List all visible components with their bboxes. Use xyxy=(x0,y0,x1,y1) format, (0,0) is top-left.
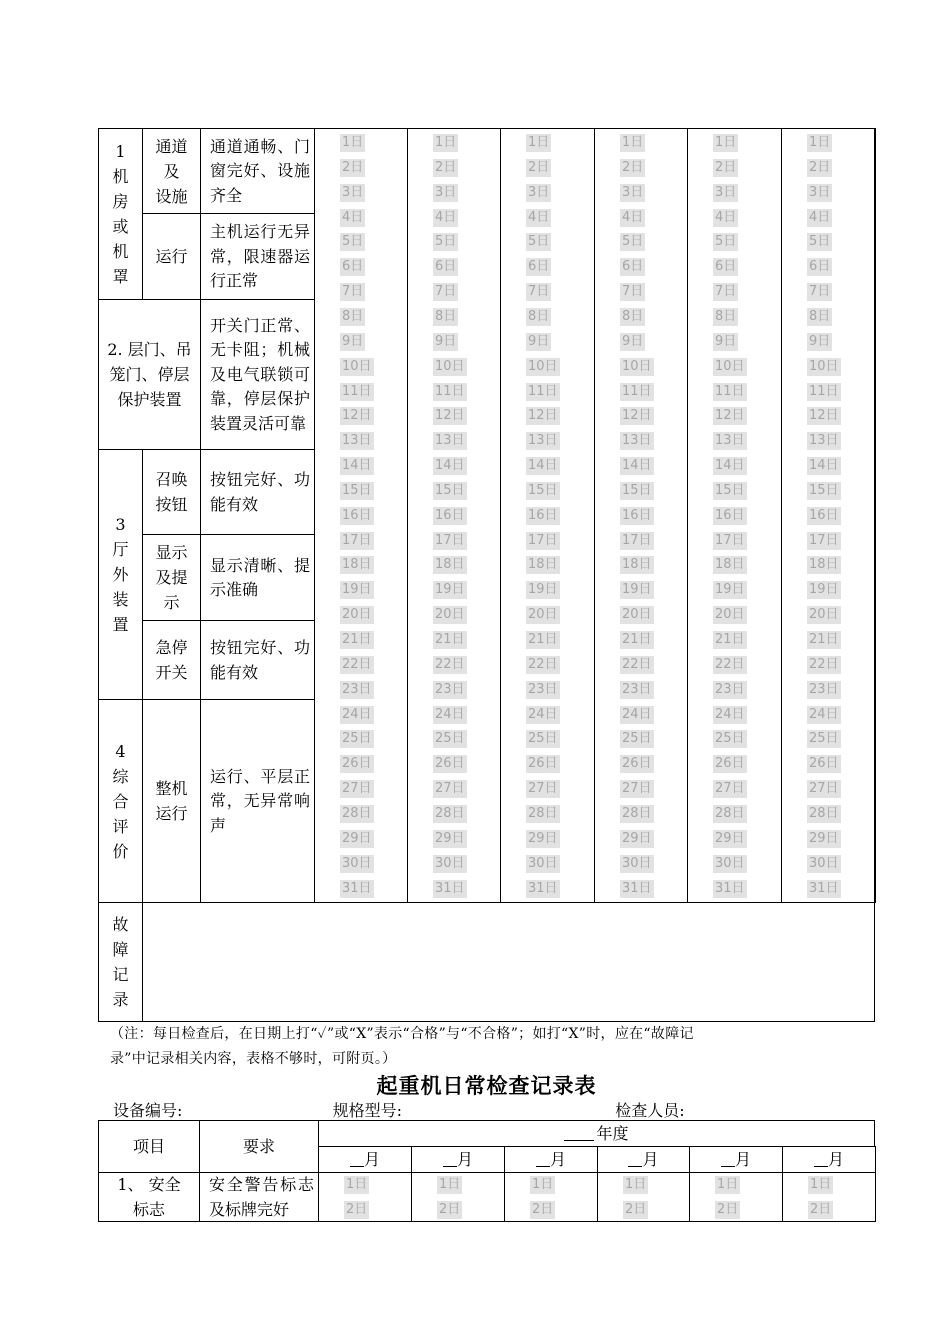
day-checkbox[interactable]: 27日 xyxy=(809,781,839,797)
day-checkbox[interactable]: 20日 xyxy=(342,607,372,623)
day-checkbox[interactable]: 20日 xyxy=(435,607,465,623)
month-label: 月 xyxy=(734,1150,751,1169)
month-column-6 xyxy=(781,128,876,903)
day-checkbox[interactable]: 21日 xyxy=(622,632,652,647)
day-checkbox[interactable]: 8日 xyxy=(715,308,737,324)
day-checkbox[interactable]: 10日 xyxy=(715,358,745,374)
month-field[interactable] xyxy=(536,1152,550,1167)
form-title: 起重机日常检查记录表 xyxy=(376,1073,597,1098)
day-checkbox[interactable]: 18日 xyxy=(342,557,372,573)
requirement-emergency-stop: 按钮完好、功能有效 xyxy=(200,620,315,700)
day-checkbox[interactable]: 1日 xyxy=(715,135,737,150)
day-checkbox[interactable]: 1日 xyxy=(528,135,550,150)
day-checkbox[interactable]: 17日 xyxy=(809,532,839,548)
day-checkbox[interactable]: 2日 xyxy=(342,159,364,175)
day-checkbox[interactable]: 20日 xyxy=(715,607,745,623)
day-checkbox[interactable]: 1日 xyxy=(717,1177,739,1192)
day-checkbox[interactable]: 11日 xyxy=(435,383,465,399)
day-checkbox[interactable]: 22日 xyxy=(622,656,652,672)
day-checkbox[interactable]: 17日 xyxy=(715,532,745,548)
day-checkbox[interactable]: 30日 xyxy=(435,855,465,871)
day-checkbox[interactable]: 17日 xyxy=(622,532,652,548)
requirement-landing-door: 开关门正常、无卡阻；机械及电气联锁可靠，停层保护装置灵活可靠 xyxy=(200,299,315,450)
day-checkbox[interactable]: 13日 xyxy=(715,433,745,449)
category-label: 3 厅 外 装 置 xyxy=(112,515,129,634)
day-checkbox[interactable]: 5日 xyxy=(342,234,364,250)
day-checkbox[interactable]: 31日 xyxy=(435,880,465,896)
day-checkbox[interactable]: 16日 xyxy=(435,507,465,523)
instruction-note xyxy=(110,1022,870,1072)
day-checkbox[interactable]: 24日 xyxy=(622,706,652,722)
day-checkbox[interactable]: 1日 xyxy=(809,135,831,150)
day-checkbox[interactable]: 5日 xyxy=(435,234,457,250)
day-checkbox[interactable]: 16日 xyxy=(715,507,745,523)
day-checkbox[interactable]: 22日 xyxy=(809,656,839,672)
month-column-2 xyxy=(407,128,501,903)
day-checkbox[interactable]: 2日 xyxy=(625,1201,647,1217)
day-checkbox[interactable]: 2日 xyxy=(435,159,457,175)
day-checkbox[interactable]: 9日 xyxy=(528,333,550,349)
day-checkbox[interactable]: 7日 xyxy=(528,284,550,300)
day-checkbox[interactable]: 7日 xyxy=(342,284,364,300)
month-field[interactable] xyxy=(721,1152,735,1167)
day-checkbox[interactable]: 9日 xyxy=(809,333,831,349)
day-checkbox[interactable]: 14日 xyxy=(528,458,558,474)
month-label: 月 xyxy=(642,1150,659,1169)
day-checkbox[interactable]: 31日 xyxy=(715,880,745,896)
day-checkbox[interactable]: 27日 xyxy=(622,781,652,797)
day-checkbox[interactable]: 31日 xyxy=(528,880,558,896)
bottom-month-column-5 xyxy=(689,1172,783,1222)
bottom-month-column-1 xyxy=(318,1172,412,1222)
day-checkbox[interactable]: 14日 xyxy=(715,458,745,474)
day-checkbox[interactable]: 10日 xyxy=(342,358,372,374)
day-checkbox[interactable]: 15日 xyxy=(809,482,839,498)
day-checkbox[interactable]: 10日 xyxy=(809,358,839,374)
year-label: 年度 xyxy=(596,1124,629,1143)
day-checkbox[interactable]: 28日 xyxy=(809,805,839,821)
day-checkbox[interactable]: 29日 xyxy=(435,830,465,846)
item-label: 1、 安全 标志 xyxy=(117,1175,181,1219)
day-checkbox[interactable]: 6日 xyxy=(342,259,364,275)
day-checkbox[interactable]: 30日 xyxy=(342,855,372,871)
day-checkbox[interactable]: 20日 xyxy=(528,607,558,623)
day-checkbox[interactable]: 28日 xyxy=(435,805,465,821)
day-checkbox[interactable]: 18日 xyxy=(622,557,652,573)
month-column-1 xyxy=(314,128,408,903)
item-label: 显示 及提 示 xyxy=(155,543,188,612)
bottom-month-column-6 xyxy=(782,1172,876,1222)
day-checkbox[interactable]: 2日 xyxy=(809,159,831,175)
category-machine-room xyxy=(98,128,143,300)
day-checkbox[interactable]: 9日 xyxy=(435,333,457,349)
day-checkbox[interactable]: 18日 xyxy=(528,557,558,573)
row-item-safety-sign xyxy=(98,1172,200,1222)
day-checkbox[interactable]: 7日 xyxy=(715,284,737,300)
day-checkbox[interactable]: 4日 xyxy=(435,209,457,225)
day-checkbox[interactable]: 31日 xyxy=(622,880,652,896)
day-checkbox[interactable]: 22日 xyxy=(715,656,745,672)
item-passage xyxy=(142,128,201,214)
day-checkbox[interactable]: 25日 xyxy=(342,731,372,747)
day-checkbox[interactable]: 5日 xyxy=(622,234,644,250)
day-checkbox[interactable]: 30日 xyxy=(528,855,558,871)
day-checkbox[interactable]: 13日 xyxy=(809,433,839,449)
month-label: 月 xyxy=(456,1150,473,1169)
year-header xyxy=(318,1120,875,1147)
day-checkbox[interactable]: 12日 xyxy=(342,408,372,424)
day-checkbox[interactable]: 7日 xyxy=(622,284,644,300)
day-checkbox[interactable]: 21日 xyxy=(528,632,558,647)
day-checkbox[interactable]: 2日 xyxy=(810,1201,832,1217)
day-checkbox[interactable]: 12日 xyxy=(622,408,652,424)
day-checkbox[interactable]: 26日 xyxy=(528,756,558,772)
day-checkbox[interactable]: 14日 xyxy=(622,458,652,474)
day-checkbox[interactable]: 16日 xyxy=(809,507,839,523)
day-checkbox[interactable]: 19日 xyxy=(809,582,839,598)
day-checkbox[interactable]: 27日 xyxy=(435,781,465,797)
note-line-2: 录”中记录相关内容，表格不够时，可附页。） xyxy=(110,1051,397,1067)
fault-record-field[interactable] xyxy=(142,902,875,1022)
day-checkbox[interactable]: 19日 xyxy=(342,582,372,598)
day-checkbox[interactable]: 13日 xyxy=(622,433,652,449)
category-label: 1 机 房 或 机 罩 xyxy=(112,142,129,286)
bottom-month-column-3 xyxy=(504,1172,598,1222)
day-checkbox[interactable]: 3日 xyxy=(435,184,457,200)
day-checkbox[interactable]: 22日 xyxy=(435,656,465,672)
day-checkbox[interactable]: 30日 xyxy=(622,855,652,871)
day-checkbox[interactable]: 11日 xyxy=(342,383,372,399)
day-checkbox[interactable]: 5日 xyxy=(528,234,550,250)
month-header-4 xyxy=(597,1146,690,1173)
day-checkbox[interactable]: 25日 xyxy=(809,731,839,747)
item-label: 运行 xyxy=(155,247,188,266)
day-checkbox[interactable]: 28日 xyxy=(342,805,372,821)
day-checkbox[interactable]: 19日 xyxy=(435,582,465,598)
day-checkbox[interactable]: 26日 xyxy=(809,756,839,772)
day-checkbox[interactable]: 25日 xyxy=(715,731,745,747)
requirement-whole-machine: 运行、平层正常，无异常响声 xyxy=(200,699,315,903)
day-checkbox[interactable]: 6日 xyxy=(528,259,550,275)
day-checkbox[interactable]: 14日 xyxy=(435,458,465,474)
month-column-4 xyxy=(594,128,688,903)
day-checkbox[interactable]: 5日 xyxy=(809,234,831,250)
day-checkbox[interactable]: 9日 xyxy=(342,333,364,349)
day-checkbox[interactable]: 29日 xyxy=(622,830,652,846)
day-checkbox[interactable]: 17日 xyxy=(528,532,558,548)
requirement-call-button: 按钮完好、功能有效 xyxy=(200,449,315,535)
item-label: 急停 开关 xyxy=(155,638,188,682)
day-checkbox[interactable]: 31日 xyxy=(342,880,372,896)
day-checkbox[interactable]: 28日 xyxy=(715,805,745,821)
day-checkbox[interactable]: 2日 xyxy=(622,159,644,175)
form-header-fields xyxy=(113,1098,815,1121)
day-checkbox[interactable]: 27日 xyxy=(715,781,745,797)
day-checkbox[interactable]: 30日 xyxy=(715,855,745,871)
day-checkbox[interactable]: 14日 xyxy=(809,458,839,474)
day-checkbox[interactable]: 16日 xyxy=(622,507,652,523)
day-checkbox[interactable]: 13日 xyxy=(528,433,558,449)
day-checkbox[interactable]: 2日 xyxy=(439,1201,461,1217)
day-checkbox[interactable]: 23日 xyxy=(528,681,558,697)
day-checkbox[interactable]: 27日 xyxy=(528,781,558,797)
day-checkbox[interactable]: 10日 xyxy=(622,358,652,374)
day-checkbox[interactable]: 27日 xyxy=(342,781,372,797)
day-checkbox[interactable]: 1日 xyxy=(346,1177,368,1192)
day-checkbox[interactable]: 28日 xyxy=(528,805,558,821)
day-checkbox[interactable]: 21日 xyxy=(435,632,465,647)
item-label: 整机 运行 xyxy=(155,779,188,823)
month-header-3 xyxy=(504,1146,598,1173)
day-checkbox[interactable]: 2日 xyxy=(528,159,550,175)
day-checkbox[interactable]: 17日 xyxy=(342,532,372,548)
day-checkbox[interactable]: 19日 xyxy=(528,582,558,598)
day-checkbox[interactable]: 26日 xyxy=(435,756,465,772)
day-checkbox[interactable]: 23日 xyxy=(809,681,839,697)
day-checkbox[interactable]: 2日 xyxy=(532,1201,554,1217)
month-header-5 xyxy=(689,1146,783,1173)
day-checkbox[interactable]: 3日 xyxy=(715,184,737,200)
day-checkbox[interactable]: 11日 xyxy=(715,383,745,399)
day-checkbox[interactable]: 29日 xyxy=(809,830,839,846)
day-checkbox[interactable]: 8日 xyxy=(528,308,550,324)
month-label: 月 xyxy=(363,1150,380,1169)
item-call-button xyxy=(142,449,201,535)
day-checkbox[interactable]: 11日 xyxy=(528,383,558,399)
col-req-header: 要求 xyxy=(199,1120,319,1173)
day-checkbox[interactable]: 26日 xyxy=(342,756,372,772)
item-operation xyxy=(142,213,201,300)
day-checkbox[interactable]: 9日 xyxy=(715,333,737,349)
day-checkbox[interactable]: 24日 xyxy=(435,706,465,722)
day-checkbox[interactable]: 21日 xyxy=(342,632,372,647)
inspector-label: 检查人员: xyxy=(615,1101,685,1120)
month-field[interactable] xyxy=(350,1152,364,1167)
note-line-1: （注：每日检查后，在日期上打“✓”或“X”表示“合格”与“不合格”；如打“X”时，应在“故障记 xyxy=(110,1026,694,1042)
day-checkbox[interactable]: 3日 xyxy=(809,184,831,200)
day-checkbox[interactable]: 28日 xyxy=(622,805,652,821)
inspector-field[interactable] xyxy=(710,1104,815,1121)
day-checkbox[interactable]: 1日 xyxy=(625,1177,647,1192)
day-checkbox[interactable]: 8日 xyxy=(809,308,831,324)
row-req-safety-sign: 安全警告标志及标牌完好 xyxy=(199,1172,319,1222)
day-checkbox[interactable]: 10日 xyxy=(528,358,558,374)
day-checkbox[interactable]: 24日 xyxy=(528,706,558,722)
day-checkbox[interactable]: 3日 xyxy=(342,184,364,200)
day-checkbox[interactable]: 4日 xyxy=(715,209,737,225)
month-header-6 xyxy=(782,1146,876,1173)
day-checkbox[interactable]: 8日 xyxy=(622,308,644,324)
month-field[interactable] xyxy=(443,1152,457,1167)
category-overall xyxy=(98,699,143,903)
day-checkbox[interactable]: 24日 xyxy=(342,706,372,722)
day-checkbox[interactable]: 25日 xyxy=(435,731,465,747)
day-checkbox[interactable]: 6日 xyxy=(809,259,831,275)
day-checkbox[interactable]: 3日 xyxy=(528,184,550,200)
day-checkbox[interactable]: 19日 xyxy=(715,582,745,598)
day-checkbox[interactable]: 21日 xyxy=(715,632,745,647)
day-checkbox[interactable]: 14日 xyxy=(342,458,372,474)
requirement-passage: 通道通畅、门窗完好、设施齐全 xyxy=(200,128,315,214)
day-checkbox[interactable]: 2日 xyxy=(346,1201,368,1217)
month-label: 月 xyxy=(827,1150,844,1169)
day-checkbox[interactable]: 4日 xyxy=(622,209,644,225)
day-checkbox[interactable]: 15日 xyxy=(435,482,465,498)
day-checkbox[interactable]: 8日 xyxy=(342,308,364,324)
day-checkbox[interactable]: 23日 xyxy=(435,681,465,697)
day-checkbox[interactable]: 4日 xyxy=(528,209,550,225)
day-checkbox[interactable]: 1日 xyxy=(342,135,364,150)
day-checkbox[interactable]: 9日 xyxy=(622,333,644,349)
day-checkbox[interactable]: 23日 xyxy=(622,681,652,697)
day-checkbox[interactable]: 24日 xyxy=(809,706,839,722)
day-checkbox[interactable]: 17日 xyxy=(435,532,465,548)
day-checkbox[interactable]: 12日 xyxy=(528,408,558,424)
day-checkbox[interactable]: 8日 xyxy=(435,308,457,324)
category-landing-door: 2. 层门、吊笼门、停层保护装置 xyxy=(98,299,201,450)
day-checkbox[interactable]: 29日 xyxy=(715,830,745,846)
day-checkbox[interactable]: 4日 xyxy=(342,209,364,225)
model-field[interactable] xyxy=(419,1104,582,1121)
model-label: 规格型号: xyxy=(332,1101,402,1120)
fault-label-text: 故 障 记 录 xyxy=(112,915,129,1009)
day-checkbox[interactable]: 7日 xyxy=(435,284,457,300)
day-checkbox[interactable]: 12日 xyxy=(809,408,839,424)
item-display xyxy=(142,534,201,621)
device-no-label: 设备编号: xyxy=(113,1101,183,1120)
category-label: 4 综 合 评 价 xyxy=(112,741,129,861)
day-checkbox[interactable]: 16日 xyxy=(528,507,558,523)
day-checkbox[interactable]: 16日 xyxy=(342,507,372,523)
day-checkbox[interactable]: 1日 xyxy=(439,1177,461,1192)
day-checkbox[interactable]: 12日 xyxy=(435,408,465,424)
day-checkbox[interactable]: 13日 xyxy=(435,433,465,449)
day-checkbox[interactable]: 29日 xyxy=(528,830,558,846)
day-checkbox[interactable]: 22日 xyxy=(342,656,372,672)
day-checkbox[interactable]: 2日 xyxy=(715,159,737,175)
day-checkbox[interactable]: 20日 xyxy=(809,607,839,623)
item-label: 通道 及 设施 xyxy=(155,136,188,206)
day-checkbox[interactable]: 1日 xyxy=(622,135,644,150)
col-item-header: 项目 xyxy=(98,1120,200,1173)
month-field[interactable] xyxy=(814,1152,828,1167)
day-checkbox[interactable]: 18日 xyxy=(809,557,839,573)
day-checkbox[interactable]: 1日 xyxy=(810,1177,832,1192)
requirement-operation: 主机运行无异常，限速器运行正常 xyxy=(200,213,315,300)
day-checkbox[interactable]: 4日 xyxy=(809,209,831,225)
day-checkbox[interactable]: 18日 xyxy=(435,557,465,573)
day-checkbox[interactable]: 18日 xyxy=(715,557,745,573)
category-hall-devices xyxy=(98,449,143,700)
month-column-3 xyxy=(500,128,595,903)
day-checkbox[interactable]: 6日 xyxy=(622,259,644,275)
requirement-display: 显示清晰、提示准确 xyxy=(200,534,315,621)
day-checkbox[interactable]: 29日 xyxy=(342,830,372,846)
year-field[interactable] xyxy=(564,1126,594,1141)
item-whole-machine xyxy=(142,699,201,903)
bottom-month-column-2 xyxy=(411,1172,505,1222)
day-checkbox[interactable]: 30日 xyxy=(809,855,839,871)
day-checkbox[interactable]: 31日 xyxy=(809,880,839,896)
item-emergency-stop xyxy=(142,620,201,700)
day-checkbox[interactable]: 11日 xyxy=(809,383,839,399)
day-checkbox[interactable]: 6日 xyxy=(435,259,457,275)
day-checkbox[interactable]: 26日 xyxy=(715,756,745,772)
day-checkbox[interactable]: 25日 xyxy=(622,731,652,747)
day-checkbox[interactable]: 20日 xyxy=(622,607,652,623)
month-header-2 xyxy=(411,1146,505,1173)
day-checkbox[interactable]: 12日 xyxy=(715,408,745,424)
bottom-month-column-4 xyxy=(597,1172,690,1222)
day-checkbox[interactable]: 24日 xyxy=(715,706,745,722)
day-checkbox[interactable]: 15日 xyxy=(342,482,372,498)
month-column-5 xyxy=(687,128,782,903)
day-checkbox[interactable]: 2日 xyxy=(717,1201,739,1217)
day-checkbox[interactable]: 23日 xyxy=(342,681,372,697)
day-checkbox[interactable]: 21日 xyxy=(809,632,839,647)
day-checkbox[interactable]: 15日 xyxy=(715,482,745,498)
day-checkbox[interactable]: 11日 xyxy=(622,383,652,399)
day-checkbox[interactable]: 10日 xyxy=(435,358,465,374)
day-checkbox[interactable]: 19日 xyxy=(622,582,652,598)
day-checkbox[interactable]: 3日 xyxy=(622,184,644,200)
day-checkbox[interactable]: 6日 xyxy=(715,259,737,275)
day-checkbox[interactable]: 1日 xyxy=(435,135,457,150)
day-checkbox[interactable]: 1日 xyxy=(532,1177,554,1192)
device-no-field[interactable] xyxy=(206,1104,302,1121)
fault-record-label xyxy=(98,902,143,1022)
month-header-1 xyxy=(318,1146,412,1173)
day-checkbox[interactable]: 23日 xyxy=(715,681,745,697)
day-checkbox[interactable]: 5日 xyxy=(715,234,737,250)
day-checkbox[interactable]: 15日 xyxy=(622,482,652,498)
item-label: 召唤 按钮 xyxy=(155,470,188,514)
day-checkbox[interactable]: 22日 xyxy=(528,656,558,672)
day-checkbox[interactable]: 13日 xyxy=(342,433,372,449)
day-checkbox[interactable]: 26日 xyxy=(622,756,652,772)
month-field[interactable] xyxy=(628,1152,642,1167)
month-label: 月 xyxy=(549,1150,566,1169)
day-checkbox[interactable]: 7日 xyxy=(809,284,831,300)
day-checkbox[interactable]: 15日 xyxy=(528,482,558,498)
day-checkbox[interactable]: 25日 xyxy=(528,731,558,747)
